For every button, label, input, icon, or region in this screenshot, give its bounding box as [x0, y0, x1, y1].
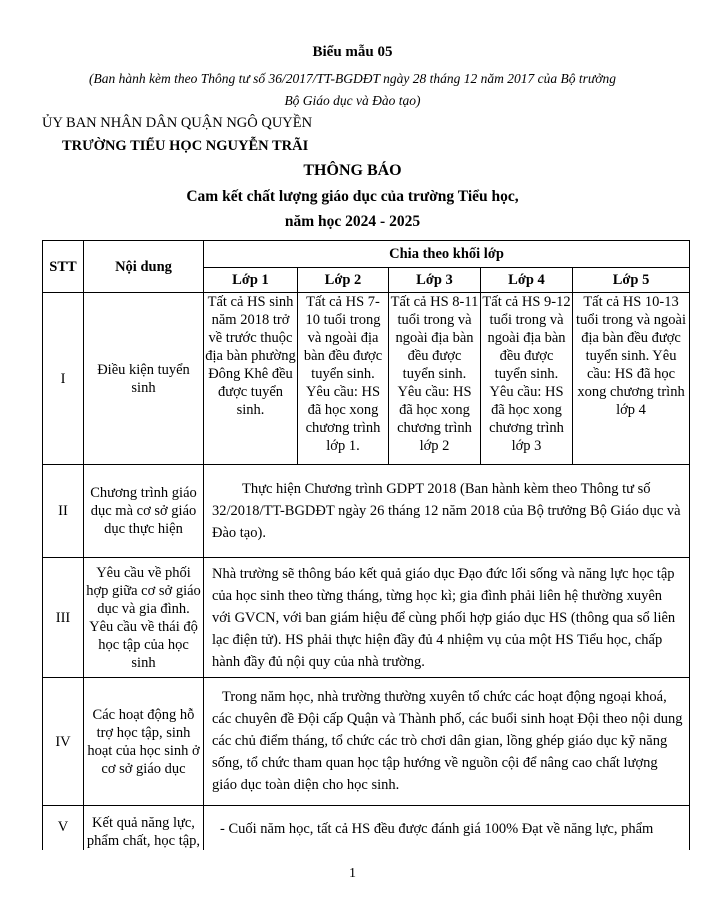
row-content: Chương trình giáo dục mà cơ sở giáo dục thực hiện	[84, 465, 204, 558]
document-title: THÔNG BÁO	[303, 162, 402, 179]
grade-cell: Tất cả HS 7-10 tuổi trong và ngoài địa bàn đều được tuyển sinh. Yêu cầu: HS đã học xong chương trình lớp 1.	[298, 293, 389, 465]
row-content: Các hoạt động hỗ trợ học tập, sinh hoạt của học sinh ở cơ sở giáo dục	[84, 678, 204, 806]
grade-cell: Tất cả HS 10-13 tuổi trong và ngoài địa bàn đều được tuyển sinh. Yêu cầu: HS đã học xong chương trình lớp 4	[573, 293, 690, 465]
table-row	[43, 558, 690, 678]
row-text: - Cuối năm học, tất cả HS đều được đánh giá 100% Đạt về năng lực, phẩm	[204, 806, 690, 851]
commitment-table-wrapper	[42, 240, 690, 850]
row-number: IV	[43, 678, 84, 806]
header-grade: Lớp 1	[204, 268, 298, 293]
grade-cell: Tất cả HS 9-12 tuổi trong và ngoài địa bàn đều được tuyển sinh. Yêu cầu: HS đã học xong chương trình lớp 3	[481, 293, 573, 465]
row-number: III	[43, 558, 84, 678]
header-grade: Lớp 3	[389, 268, 481, 293]
header-grade-group: Chia theo khối lớp	[204, 241, 690, 268]
issuance-note-2: Bộ Giáo dục và Đào tạo)	[284, 93, 421, 108]
header-grade: Lớp 2	[298, 268, 389, 293]
row-number: V	[43, 806, 84, 851]
school-year: năm học 2024 - 2025	[284, 213, 421, 230]
authority: ỦY BAN NHÂN DÂN QUẬN NGÔ QUYỀN	[42, 115, 313, 131]
grade-cell: Tất cả HS sinh năm 2018 trở về trước thuộc địa bàn phường Đông Khê đều được tuyển sinh.	[204, 293, 298, 465]
row-content: Yêu cầu về phối hợp giữa cơ sở giáo dục và gia đình. Yêu cầu về thái độ học tập của học sinh	[84, 558, 204, 678]
row-text: Trong năm học, nhà trường thường xuyên tổ chức các hoạt động ngoại khoá, các chuyên đề Đội cấp Quận và Thành phố, các buổi sinh hoạt Đội theo nội dung các chủ điểm tháng, tổ chức các trò chơi dân gian, lồng ghép giáo dục kỹ năng sống, tổ chức tham quan học tập hướng về nguồn cội để nâng cao chất lượng giáo dục toàn diện cho học sinh.	[204, 678, 690, 806]
page-number: 1	[349, 866, 356, 881]
table-row	[43, 293, 690, 465]
row-content: Điều kiện tuyển sinh	[84, 293, 204, 465]
row-text: Nhà trường sẽ thông báo kết quả giáo dục Đạo đức lối sống và năng lực học tập của học sinh theo từng tháng, từng học kì; gia đình phải liên hệ thường xuyên với GVCN, với ban giám hiệu để cùng phối hợp giáo dục HS (thông qua sổ liên lạc điện tử). HS phải thực hiện đầy đủ 4 nhiệm vụ của một HS Tiểu học, chấp hành đầy đủ nội quy của nhà trường.	[204, 558, 690, 678]
row-text: Thực hiện Chương trình GDPT 2018 (Ban hành kèm theo Thông tư số 32/2018/TT-BGDĐT ngày 26 tháng 12 năm 2018 của Bộ trưởng Bộ Giáo dục và Đào tạo).	[204, 465, 690, 558]
row-number: II	[43, 465, 84, 558]
document-subtitle: Cam kết chất lượng giáo dục của trường Tiểu học,	[186, 188, 519, 205]
header-stt: STT	[43, 241, 84, 293]
issuance-note: (Ban hành kèm theo Thông tư số 36/2017/TT-BGDĐT ngày 28 tháng 12 năm 2017 của Bộ trưởng	[89, 71, 616, 86]
header-grade: Lớp 4	[481, 268, 573, 293]
header-content: Nội dung	[84, 241, 204, 293]
table-row	[43, 678, 690, 806]
grade-cell: Tất cả HS 8-11 tuổi trong và ngoài địa bàn đều được tuyển sinh. Yêu cầu: HS đã học xong chương trình lớp 2	[389, 293, 481, 465]
row-content: Kết quả năng lực, phẩm chất, học tập,	[84, 806, 204, 851]
school-name: TRƯỜNG TIỂU HỌC NGUYỄN TRÃI	[62, 138, 309, 154]
table-row	[43, 806, 690, 851]
header-grade: Lớp 5	[573, 268, 690, 293]
row-number: I	[43, 293, 84, 465]
commitment-table	[42, 240, 690, 850]
table-row	[43, 465, 690, 558]
form-label: Biểu mẫu 05	[312, 44, 393, 60]
